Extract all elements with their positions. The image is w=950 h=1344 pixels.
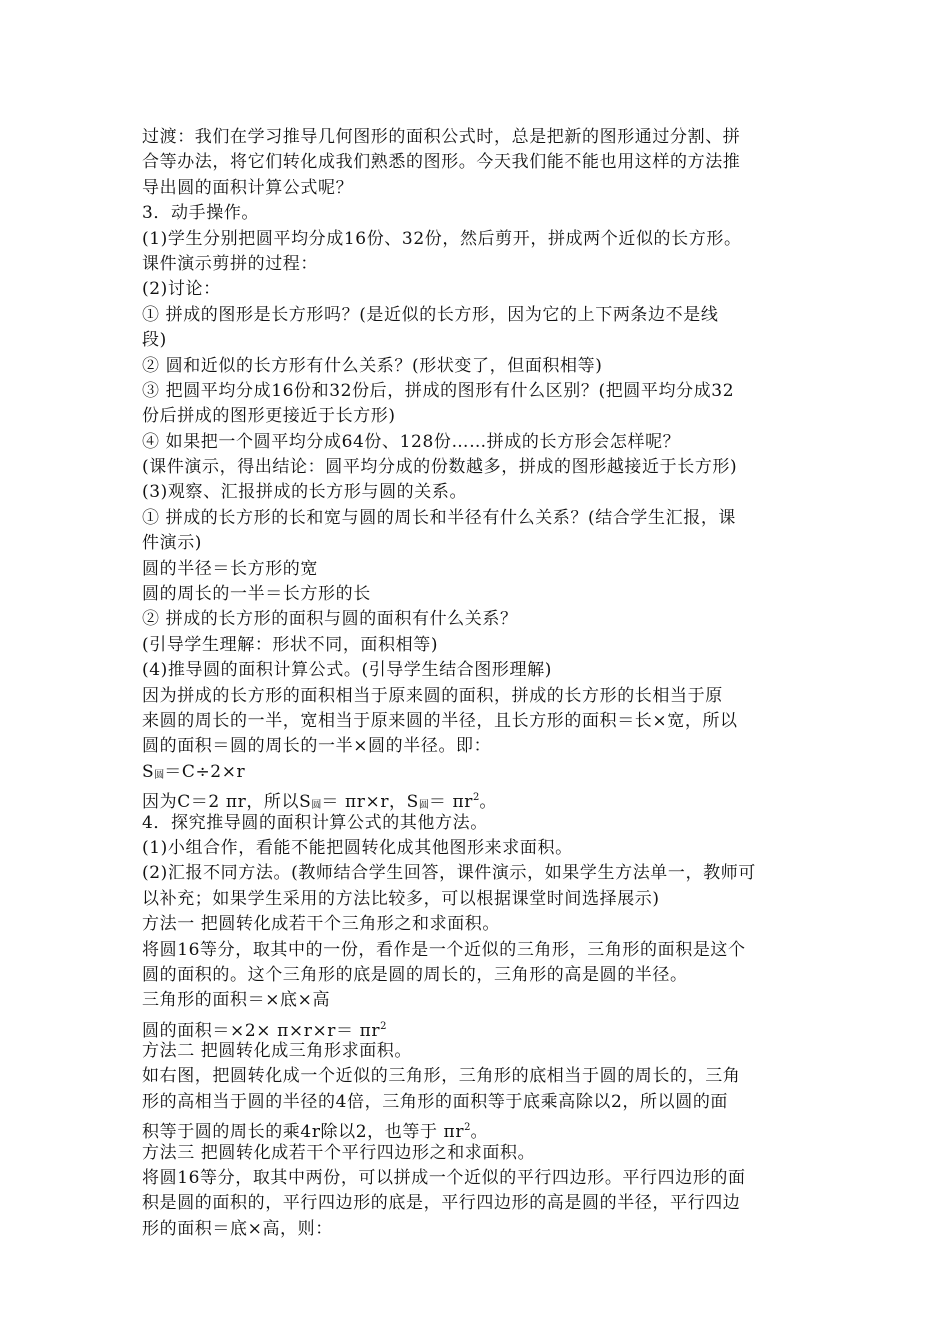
text-line: 过渡：我们在学习推导几何图形的面积公式时，总是把新的图形通过分割、拼 [142,127,741,147]
text-line: ① 拼成的图形是长方形吗？(是近似的长方形，因为它的上下两条边不是线 [142,304,719,325]
text-line: (1)小组合作，看能不能把圆转化成其他图形来求面积。 [142,837,573,858]
text-line: 来圆的周长的一半，宽相当于原来圆的半径，且长方形的面积＝长×宽，所以 [142,710,738,731]
formula-s: S [142,761,155,782]
formula-subscript: 圆 [311,800,322,812]
formula-part: ＝ πr×r，S [321,792,419,813]
text-line: ① 拼成的长方形的长和宽与圆的周长和半径有什么关系？(结合学生汇报，课 [142,507,737,528]
text-line: (2)汇报不同方法。(教师结合学生回答，课件演示，如果学生方法单一，教师可 [142,863,756,884]
text-line: 以补充；如果学生采用的方法比较多，可以根据课堂时间选择展示) [142,888,660,909]
text-line: 圆的面积的。这个三角形的底是圆的周长的，三角形的高是圆的半径。 [142,964,688,985]
text-line: 形的面积＝底×高，则： [142,1218,333,1239]
text-line: 课件演示剪拼的过程： [142,253,318,274]
text-line: 形的高相当于圆的半径的4倍，三角形的面积等于底乘高除以2，所以圆的面 [142,1091,729,1112]
formula-superscript: 2 [380,1020,387,1032]
text-line: 4．探究推导圆的面积计算公式的其他方法。 [142,812,488,833]
text-line: 方法一 把圆转化成若干个三角形之和求面积。 [142,914,501,935]
text-line: ③ 把圆平均分成16份和32份后，拼成的图形有什么区别？(把圆平均分成32 [142,380,735,401]
text-line: 将圆16等分，取其中两份，可以拼成一个近似的平行四边形。平行四边形的面 [142,1168,746,1189]
text-line: (引导学生理解：形状不同，面积相等) [142,634,439,655]
text-line: (2)讨论： [142,279,221,300]
text-line: 段) [142,330,167,351]
document-body [142,125,818,1242]
formula-part: 积等于圆的周长的乘4r除以2，也等于 πr [142,1122,465,1143]
formula-part: 圆的面积＝×2× π×r×r＝ πr [142,1020,381,1041]
text-line: 圆的面积＝圆的周长的一半×圆的半径。即： [142,736,492,757]
text-line: 圆的周长的一半＝长方形的长 [142,584,371,605]
text-line: 因为拼成的长方形的面积相当于原来圆的面积，拼成的长方形的长相当于原 [142,685,723,706]
text-line: 方法三 把圆转化成若干个平行四边形之和求面积。 [142,1142,536,1163]
text-line: ② 拼成的长方形的面积与圆的面积有什么关系？ [142,609,518,630]
text-line: (3)观察、汇报拼成的长方形与圆的关系。 [142,482,468,503]
text-line: 3．动手操作。 [142,203,260,224]
formula-rest: ＝C÷2×r [164,761,246,782]
text-line: 圆的半径＝长方形的宽 [142,558,318,579]
text-line: (1)学生分别把圆平均分成16份、32份，然后剪开，拼成两个近似的长方形。 [142,228,742,249]
text-line: 合等办法，将它们转化成我们熟悉的图形。今天我们能不能也用这样的方法推 [142,152,741,173]
text-line: 方法二 把圆转化成三角形求面积。 [142,1041,413,1062]
formula-subscript: 圆 [418,800,429,812]
formula-subscript: 圆 [154,769,165,781]
text-line: 如右图，把圆转化成一个近似的三角形，三角形的底相当于圆的周长的，三角 [142,1066,741,1087]
formula-part: 。 [479,792,497,813]
text-line: 导出圆的面积计算公式呢？ [142,177,354,198]
text-line: ② 圆和近似的长方形有什么关系？(形状变了，但面积相等) [142,355,603,376]
text-line: 份后拼成的图形更接近于长方形) [142,406,396,427]
formula-derivation [142,785,818,813]
formula-circle-area [142,1014,818,1039]
text-line: 积是圆的面积的，平行四边形的底是，平行四边形的高是圆的半径，平行四边 [142,1193,741,1214]
formula-part: ＝ πr [428,792,474,813]
formula-method-two [142,1115,818,1143]
formula-part: 因为C＝2 πr，所以S [142,792,312,813]
formula-superscript: 2 [464,1122,471,1134]
text-line: (课件演示，得出结论：圆平均分成的份数越多，拼成的图形越接近于长方形) [142,457,738,478]
text-line: 件演示) [142,533,203,554]
formula-part: 。 [470,1122,489,1143]
text-line: 将圆16等分，取其中的一份，看作是一个近似的三角形，三角形的面积是这个 [142,939,746,960]
text-line: 三角形的面积＝×底×高 [142,990,331,1011]
text-line: ④ 如果把一个圆平均分成64份、128份……拼成的长方形会怎样呢？ [142,431,681,452]
formula-area-s [142,760,818,785]
formula-superscript: 2 [473,792,480,804]
text-line: (4)推导圆的面积计算公式。(引导学生结合图形理解) [142,660,552,681]
